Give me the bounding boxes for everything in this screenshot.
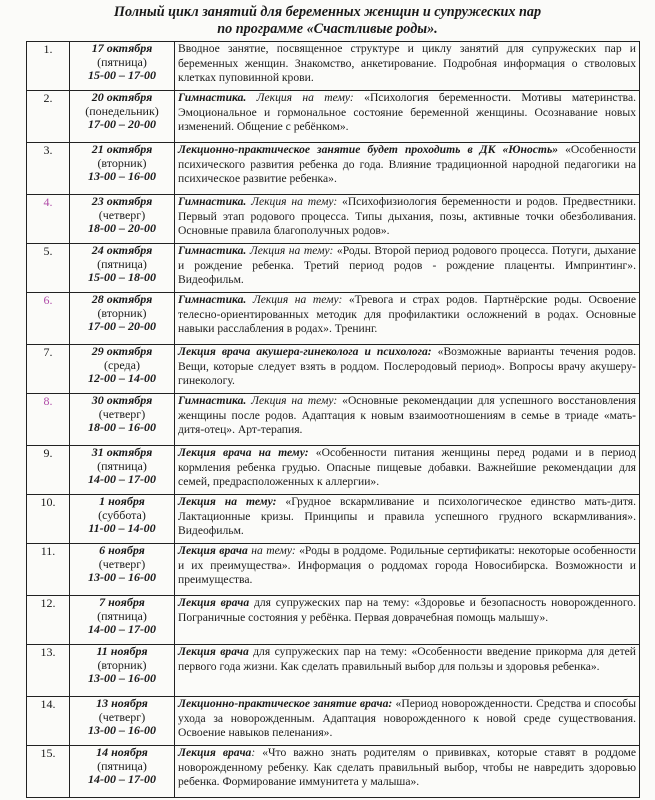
document-title xyxy=(0,4,655,38)
session-number: 1. xyxy=(27,42,70,91)
session-time: 15-00 – 18-00 xyxy=(88,270,156,284)
session-time: 13-00 – 16-00 xyxy=(88,671,156,685)
session-number: 4. xyxy=(27,195,70,244)
session-time: 13-00 – 16-00 xyxy=(88,723,156,737)
schedule-row xyxy=(27,446,640,495)
session-date-cell xyxy=(70,42,175,91)
session-lead: Лекция врача xyxy=(178,596,250,609)
session-text: «Что важно знать родителям о прививках, которые ставят в роддоме новорожденному ребенку. Как сделать правильный выбор, чтобы не навредить здоровью ребенка. Формирование иммунитета у малыша». xyxy=(178,746,636,789)
session-text: «Грудное вскармливание и психологическое единство мать-дитя. Лактационные кризы. Принципы и правила успешного грудного вскармливания». Видеофильм. xyxy=(178,495,636,538)
session-date-cell xyxy=(70,495,175,544)
session-number: 9. xyxy=(27,446,70,495)
session-weekday: (пятница) xyxy=(97,758,147,773)
session-date-cell xyxy=(70,446,175,495)
schedule-row xyxy=(27,293,640,345)
session-weekday: (пятница) xyxy=(97,54,147,69)
session-description xyxy=(175,746,640,798)
session-weekday: (четверг) xyxy=(98,709,146,724)
session-date-cell xyxy=(70,697,175,746)
session-weekday: (пятница) xyxy=(97,256,147,271)
session-number: 5. xyxy=(27,244,70,293)
session-time: 12-00 – 14-00 xyxy=(88,371,156,385)
session-description xyxy=(175,293,640,345)
session-time: 14-00 – 17-00 xyxy=(88,472,156,486)
session-date-cell xyxy=(70,195,175,244)
schedule-row xyxy=(27,645,640,697)
session-weekday: (четверг) xyxy=(98,556,146,571)
schedule-row xyxy=(27,495,640,544)
session-date: 14 ноября xyxy=(96,745,148,759)
session-date-cell xyxy=(70,345,175,394)
session-description xyxy=(175,544,640,596)
session-topic-intro: : xyxy=(251,746,256,759)
session-date-cell xyxy=(70,645,175,697)
schedule-table xyxy=(26,41,640,798)
schedule-row xyxy=(27,746,640,798)
session-text: «Тревога и страх родов. Партнёрские роды. Освоение телесно-ориентированных методик для профилактики осложнений в родах. Основные навыки расслабления в родах». Тренинг. xyxy=(178,293,636,336)
session-topic-intro: Лекция на тему: xyxy=(246,394,338,407)
session-description xyxy=(175,143,640,195)
session-text: «Роды в роддоме. Родильные сертификаты: некоторые особенности и их преимущества». Информация о роддомах города Новосибирска. Возможности и преимущества. xyxy=(178,544,636,587)
session-date: 31 октября xyxy=(91,445,153,459)
session-time: 17-00 – 20-00 xyxy=(88,319,156,333)
schedule-row xyxy=(27,143,640,195)
session-lead: Гимнастика. xyxy=(178,244,247,257)
session-weekday: (вторник) xyxy=(97,305,147,320)
session-weekday: (суббота) xyxy=(98,507,146,522)
session-date: 29 октября xyxy=(91,344,153,358)
session-date-cell xyxy=(70,293,175,345)
session-description xyxy=(175,345,640,394)
session-date: 20 октября xyxy=(91,90,153,104)
session-date-cell xyxy=(70,143,175,195)
schedule-row xyxy=(27,394,640,446)
session-time: 15-00 – 17-00 xyxy=(88,68,156,82)
schedule-row xyxy=(27,697,640,746)
session-date-cell xyxy=(70,91,175,143)
session-text: «Психология беременности. Мотивы материнства. Эмоциональное и гормональное состояние беременной женщины. Осознавание новых изменений. Общение с ребёнком». xyxy=(178,91,636,134)
session-lead: Лекция на тему: xyxy=(178,495,277,508)
session-number: 11. xyxy=(27,544,70,596)
session-date: 7 ноября xyxy=(99,595,145,609)
session-date: 30 октября xyxy=(91,393,153,407)
session-number: 8. xyxy=(27,394,70,446)
schedule-row xyxy=(27,42,640,91)
session-description xyxy=(175,697,640,746)
session-text: «Особенности психического развития ребенка до года. Влияние традиционной народной педагогики на психическое развитие ребенка». xyxy=(178,143,636,186)
session-number: 7. xyxy=(27,345,70,394)
session-description xyxy=(175,91,640,143)
session-topic-intro: Лекция на тему: xyxy=(246,293,343,306)
title-line-1: Полный цикл занятий для беременных женщин и супружеских пар xyxy=(113,4,542,20)
session-description xyxy=(175,645,640,697)
session-weekday: (среда) xyxy=(104,357,140,372)
session-lead: Лекция врача xyxy=(178,746,252,759)
session-description xyxy=(175,394,640,446)
session-topic-intro: Лекция на тему: xyxy=(246,244,334,257)
schedule-row xyxy=(27,195,640,244)
session-number: 6. xyxy=(27,293,70,345)
session-time: 11-00 – 14-00 xyxy=(88,521,156,535)
schedule-row xyxy=(27,544,640,596)
session-topic-intro: Лекция на тему: xyxy=(246,91,354,104)
session-text: «Основные рекомендации для успешного восстановления женщины после родов. Адаптация к новым взаимоотношениям в семье в триаде «мать-дитя-отец». Арт-терапия. xyxy=(178,394,636,437)
session-weekday: (вторник) xyxy=(97,657,147,672)
session-lead: Гимнастика. xyxy=(178,91,247,104)
session-time: 13-00 – 16-00 xyxy=(88,570,156,584)
session-weekday: (четверг) xyxy=(98,406,146,421)
session-text: «Роды. Второй период родового процесса. Потуги, дыхание и рождение ребенка. Третий период родов - рождение плаценты. Импринтинг». Видеофильм. xyxy=(178,244,636,287)
session-time: 18-00 – 16-00 xyxy=(88,420,156,434)
session-number: 15. xyxy=(27,746,70,798)
session-date: 23 октября xyxy=(91,194,153,208)
session-number: 13. xyxy=(27,645,70,697)
session-text: «Психофизиология беременности и родов. Предвестники. Первый этап родового процесса. Типы дыхания, позы, активные точки обезболивания. Основные правила благополучных родов». xyxy=(178,195,636,238)
session-lead: Лекция врача акушера-гинеколога и психолога: xyxy=(178,345,432,358)
session-lead: Гимнастика. xyxy=(178,293,247,306)
session-topic-intro: на тему: xyxy=(247,544,296,557)
schedule-row xyxy=(27,91,640,143)
session-date-cell xyxy=(70,746,175,798)
session-description xyxy=(175,596,640,645)
session-text: для супружеских пар на тему: «Особенности введение прикорма для детей первого года жизни. Как сделать правильный выбор для пользы и здоровья ребенка». xyxy=(178,645,636,673)
session-date: 21 октября xyxy=(91,142,153,156)
session-lead: Гимнастика. xyxy=(178,195,247,208)
session-lead: Лекция врача на тему: xyxy=(178,446,309,459)
session-weekday: (пятница) xyxy=(97,608,147,623)
session-date: 17 октября xyxy=(91,41,153,55)
session-date: 13 ноября xyxy=(96,696,148,710)
session-date: 28 октября xyxy=(91,292,153,306)
session-weekday: (пятница) xyxy=(97,458,147,473)
session-number: 12. xyxy=(27,596,70,645)
session-description xyxy=(175,195,640,244)
session-description xyxy=(175,42,640,91)
session-time: 18-00 – 20-00 xyxy=(88,221,156,235)
session-lead: Лекционно-практическое занятие врача: xyxy=(178,697,393,710)
session-number: 3. xyxy=(27,143,70,195)
session-lead: Лекция врача xyxy=(178,645,249,658)
session-text: «Особенности питания женщины перед родами и в период кормления ребенка грудью. Опасные пищевые добавки. Важнейшие рекомендации для семей, предрасположенных к аллергии». xyxy=(178,446,636,489)
session-description xyxy=(175,495,640,544)
schedule-row xyxy=(27,345,640,394)
session-description xyxy=(175,446,640,495)
title-line-2: по программе «Счастливые роды». xyxy=(217,21,438,37)
schedule-row xyxy=(27,244,640,293)
session-lead: Лекционно-практическое занятие будет проходить в ДК «Юность» xyxy=(178,143,559,156)
session-date: 1 ноября xyxy=(99,494,145,508)
session-description xyxy=(175,244,640,293)
session-date-cell xyxy=(70,596,175,645)
session-text: «Возможные варианты течения родов. Вещи, которые следует взять в роддом. Послеродовый период». Вопросы врачу акушеру-гинекологу. xyxy=(178,345,636,388)
session-date-cell xyxy=(70,394,175,446)
session-number: 10. xyxy=(27,495,70,544)
session-topic-intro: Лекция на тему: xyxy=(246,195,338,208)
session-text: «Период новорожденности. Средства и способы ухода за новорожденным. Адаптация новорожденного к новой среде существования. Освоение навыков пеленания». xyxy=(178,697,636,740)
session-time: 14-00 – 17-00 xyxy=(88,622,156,636)
session-text: для супружеских пар на тему: «Здоровье и безопасность новорожденного. Пограничные состояния у ребёнка. Первая доврачебная помощь малышу». xyxy=(178,596,637,624)
session-date: 6 ноября xyxy=(99,543,145,557)
session-date-cell xyxy=(70,544,175,596)
session-time: 17-00 – 20-00 xyxy=(88,117,156,131)
session-number: 14. xyxy=(27,697,70,746)
session-time: 14-00 – 17-00 xyxy=(88,772,156,786)
session-lead: Лекция врача xyxy=(178,544,248,557)
session-lead: Гимнастика. xyxy=(178,394,247,407)
session-text: Вводное занятие, посвященное структуре и циклу занятий для супружеских пар и беременных женщин. Знакомство, анкетирование. Подробная информация о стволовых клетках пуповинной крови. xyxy=(178,42,636,85)
session-time: 13-00 – 16-00 xyxy=(88,169,156,183)
session-date-cell xyxy=(70,244,175,293)
session-date: 11 ноября xyxy=(96,644,148,658)
session-weekday: (вторник) xyxy=(97,155,147,170)
schedule-row xyxy=(27,596,640,645)
session-number: 2. xyxy=(27,91,70,143)
session-date: 24 октября xyxy=(91,243,153,257)
session-weekday: (понедельник) xyxy=(85,103,159,118)
session-weekday: (четверг) xyxy=(98,207,146,222)
